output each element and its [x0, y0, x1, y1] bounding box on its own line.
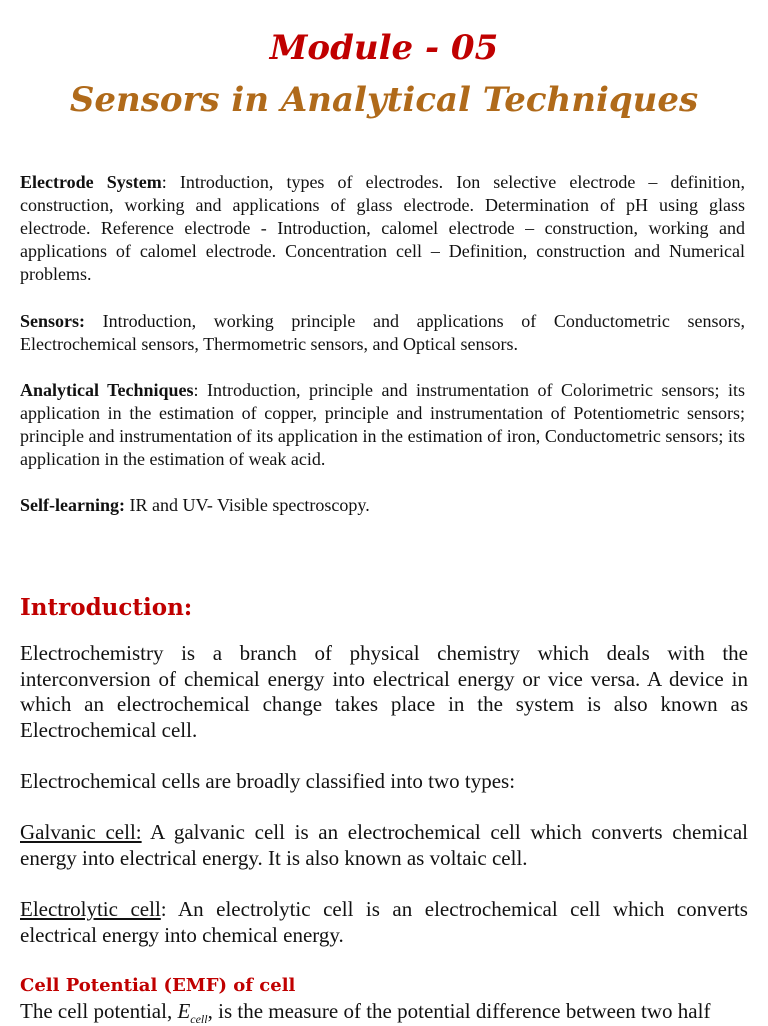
cell-potential-text-after: , is the measure of the potential difference between two half: [207, 999, 711, 1023]
cell-potential-paragraph: [20, 999, 748, 1025]
cell-potential-subscript: cell: [190, 1012, 208, 1026]
syllabus-label: Analytical Techniques: [20, 380, 194, 400]
syllabus-electrode-system: [20, 171, 745, 286]
cell-potential-text-before: The cell potential,: [20, 999, 178, 1023]
syllabus-text: Introduction, working principle and applications of Conductometric sensors, Electrochemical sensors, Thermometric sensors, and Optical sensors.: [20, 311, 745, 354]
syllabus-text: : Introduction, types of electrodes. Ion selective electrode – definition, construction, working and applications of glass electrode. Determination of pH using glass electrode. Reference electrode - Introduction, calomel electrode – construction, working and applications of calomel electrode. Concentration cell – Definition, construction and Numerical problems.: [20, 172, 746, 284]
syllabus-label: Sensors:: [20, 311, 86, 331]
syllabus-self-learning: [20, 494, 745, 517]
syllabus-analytical-techniques: [20, 379, 745, 471]
module-title: Sensors in Analytical Techniques: [69, 80, 699, 120]
electrolytic-cell-definition: : An electrolytic cell is an electrochemical cell which converts electrical energy into chemical energy.: [20, 897, 748, 947]
syllabus-label: Self-learning:: [20, 495, 125, 515]
introduction-heading: Introduction:: [20, 594, 193, 621]
galvanic-cell-term: Galvanic cell:: [20, 820, 142, 844]
electrolytic-cell-term: Electrolytic cell: [20, 897, 161, 921]
cell-types-line: Electrochemical cells are broadly classified into two types:: [20, 769, 516, 793]
introduction-paragraph: Electrochemistry is a branch of physical chemistry which deals with the interconversion of chemical energy into electrical energy or vice versa. A device in which an electrochemical change takes place in the system is also known as Electrochemical cell.: [20, 641, 748, 742]
syllabus-sensors: [20, 310, 745, 356]
galvanic-cell-paragraph: [20, 820, 748, 871]
syllabus-text: : Introduction, principle and instrumentation of Colorimetric sensors; its application in the estimation of copper, principle and instrumentation of Potentiometric sensors; principle and instrumentation of its application in the estimation of iron, Conductometric sensors; its application in the estimation of weak acid.: [20, 380, 745, 469]
cell-potential-heading: Cell Potential (EMF) of cell: [20, 975, 296, 996]
module-number-title: Module - 05: [269, 28, 499, 68]
syllabus-label: Electrode System: [20, 172, 162, 192]
syllabus-text: IR and UV- Visible spectroscopy.: [125, 495, 370, 515]
cell-potential-symbol: E: [177, 999, 191, 1023]
galvanic-cell-definition: A galvanic cell is an electrochemical cell which converts chemical energy into electrical energy. It is also known as voltaic cell.: [20, 820, 748, 870]
electrolytic-cell-paragraph: [20, 897, 748, 948]
